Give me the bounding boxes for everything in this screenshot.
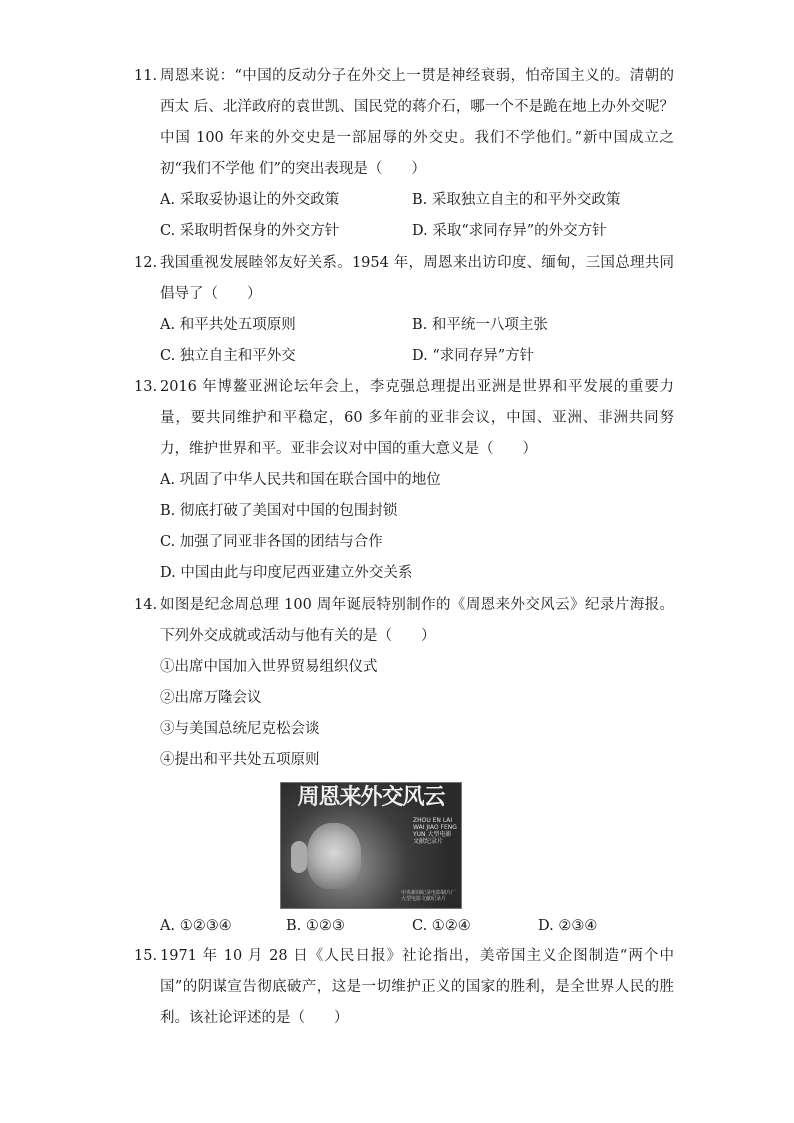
option-a: A. ①②③④: [160, 918, 232, 934]
poster-credits: 中央新闻纪录电影制片厂 大型电影文献纪录片: [401, 890, 457, 902]
option-b: B. 和平统一八项主张: [412, 317, 548, 333]
option-b: B. 采取独立自主的和平外交政策: [412, 192, 621, 208]
option-c: C. 采取明哲保身的外交方针: [160, 223, 340, 239]
option-a: A. 和平共处五项原则: [160, 317, 296, 333]
question-stem: 如图是纪念周总理 100 周年诞辰特别制作的《周恩来外交风云》纪录片海报。下列外交成就或活动与他有关的是（ ）: [160, 597, 674, 644]
item-1: ①出席中国加入世界贸易组织仪式: [160, 659, 378, 675]
option-a: A. 巩固了中华人民共和国在联合国中的地位: [160, 472, 441, 488]
question-13: [134, 372, 674, 589]
question-number: 15.: [134, 948, 158, 964]
question-stem: 我国重视发展睦邻友好关系。1954 年，周恩来出访印度、缅甸，三国总理共同倡导了（ ）: [160, 255, 674, 302]
poster-hand: [291, 841, 307, 873]
options: [160, 310, 674, 372]
poster-title: 周恩来外交风云: [297, 785, 445, 810]
option-c: C. ①②④: [412, 918, 471, 934]
question-14: [134, 590, 674, 942]
item-2: ②出席万隆会议: [160, 690, 262, 706]
question-stem: 1971 年 10 月 28 日《人民日报》社论指出，美帝国主义企图制造“两个中国”的阴谋宣告彻底破产，这是一切维护正义的国家的胜利，是全世界人民的胜利。该社论评述的是（ ）: [160, 948, 674, 1026]
question-number: 11.: [134, 68, 158, 84]
question-number: 12.: [134, 255, 158, 271]
option-c: C. 加强了同亚非各国的团结与合作: [160, 534, 383, 550]
poster-portrait: [307, 823, 361, 889]
poster-subtitle: ZHOU EN LAI WAI JIAO FENG YUN 大型电影文献纪录片: [413, 817, 457, 845]
question-15: [134, 941, 674, 1034]
option-b: B. ①②③: [286, 918, 345, 934]
option-d: D. 采取“求同存异”的外交方针: [412, 223, 607, 239]
documentary-poster-image: [280, 782, 462, 909]
options: [160, 911, 674, 942]
question-12: [134, 248, 674, 372]
question-stem: 周恩来说：“中国的反动分子在外交上一贯是神经衰弱，怕帝国主义的。清朝的西太 后、北洋政府的袁世凯、国民党的蒋介石，哪一个不是跪在地上办外交呢？中国 100 年来的外交史是一部屈辱的外交史。我们不学他们。”新中国成立之初“我们不学他 们”的突出表现是（ ）: [160, 68, 674, 177]
question-stem: 2016 年博鳌亚洲论坛年会上，李克强总理提出亚洲是世界和平发展的重要力量，要共同维护和平稳定，60 多年前的亚非会议，中国、亚洲、非洲共同努力，维护世界和平。亚非会议对中国的重大意义是（ ）: [160, 379, 674, 457]
option-d: D. ②③④: [538, 918, 598, 934]
item-4: ④提出和平共处五项原则: [160, 752, 320, 768]
question-number: 13.: [134, 379, 158, 395]
option-a: A. 采取妥协退让的外交政策: [160, 192, 340, 208]
option-b: B. 彻底打破了美国对中国的包围封锁: [160, 503, 398, 519]
options: [160, 185, 674, 247]
option-d: D. “求同存异”方针: [412, 348, 535, 364]
question-11: [134, 61, 674, 247]
item-3: ③与美国总统尼克松会谈: [160, 721, 320, 737]
question-number: 14.: [134, 597, 158, 613]
option-d: D. 中国由此与印度尼西亚建立外交关系: [160, 565, 413, 581]
option-c: C. 独立自主和平外交: [160, 348, 296, 364]
